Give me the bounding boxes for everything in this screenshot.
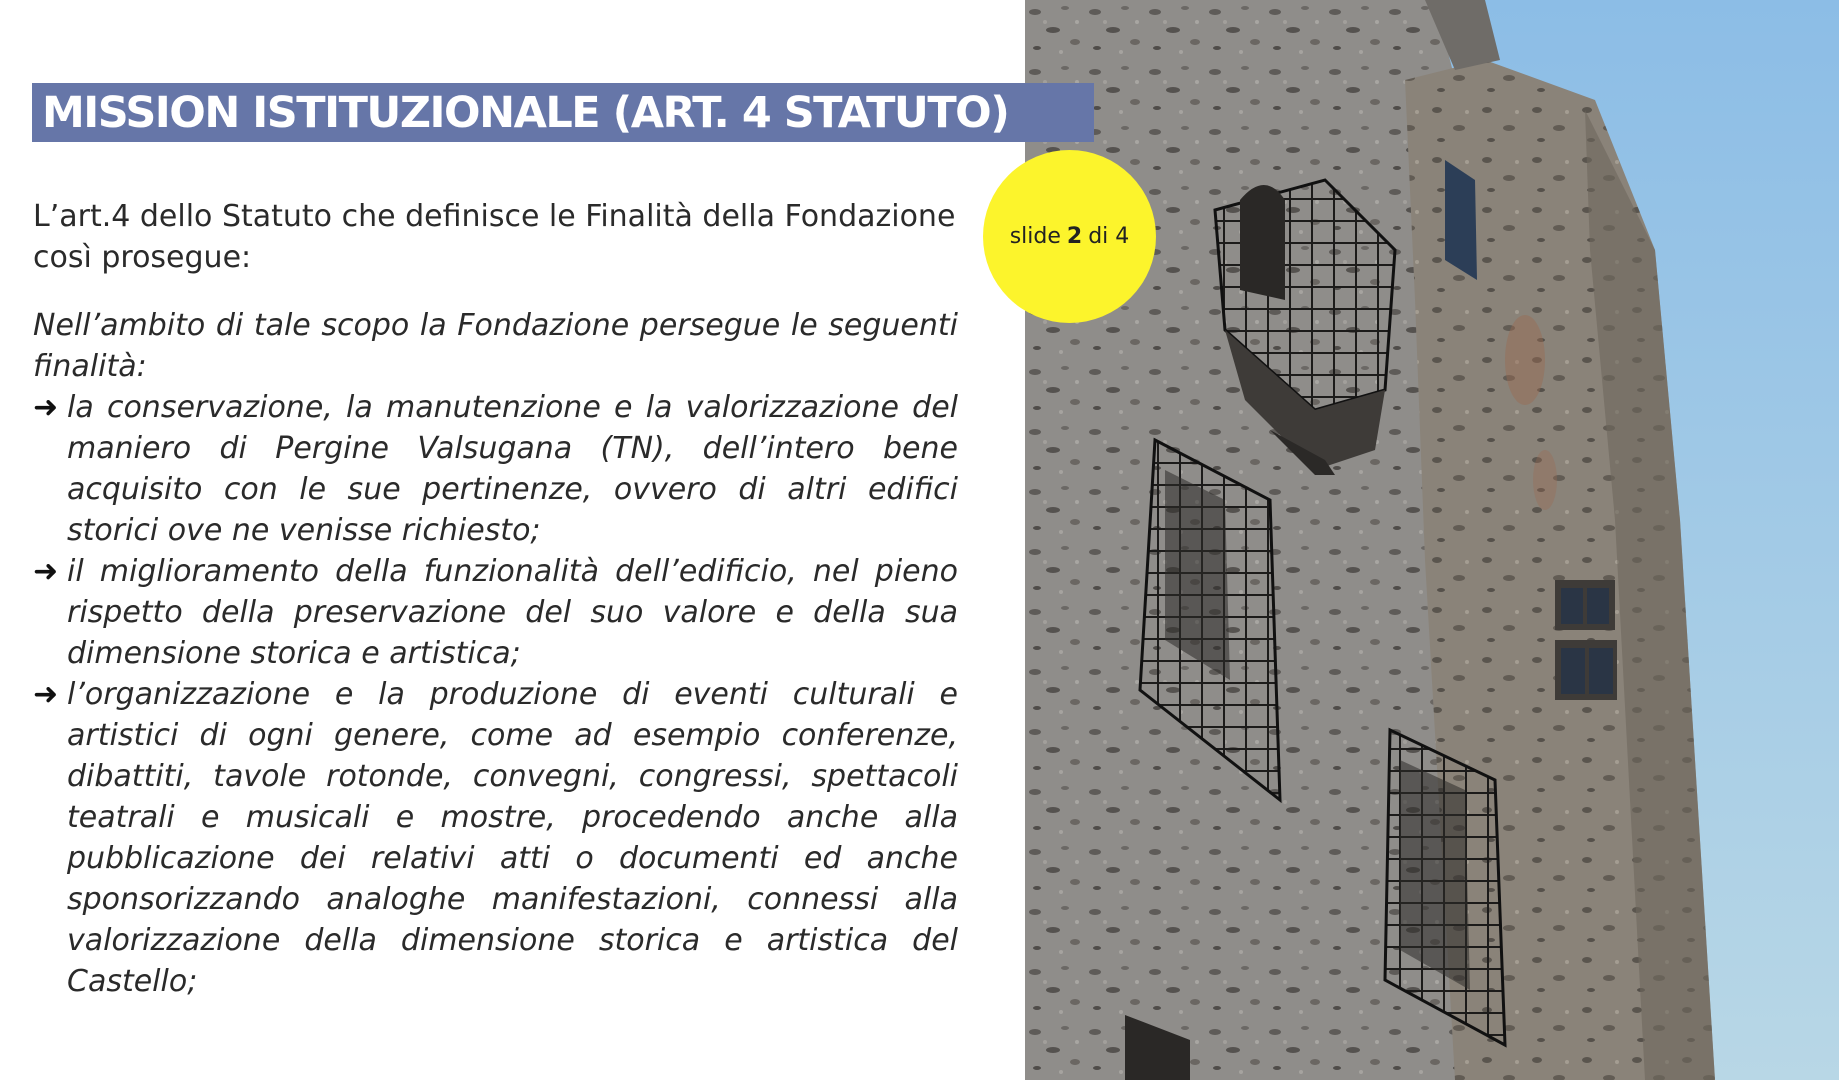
arrow-right-icon: ➜ — [33, 390, 59, 425]
list-item — [33, 551, 958, 674]
list-item — [33, 387, 958, 551]
lead-paragraph: Nell’ambito di tale scopo la Fondazione persegue le seguenti finalità: — [33, 308, 958, 384]
list-item — [33, 674, 958, 1002]
body-text — [33, 305, 958, 1002]
goals-list — [33, 387, 958, 1002]
badge-separator: di — [1088, 224, 1109, 249]
arrow-right-icon: ➜ — [33, 554, 59, 589]
castle-photo — [1025, 0, 1839, 1080]
page-title: MISSION ISTITUZIONALE (ART. 4 STATUTO) — [42, 88, 1009, 138]
arrow-right-icon: ➜ — [33, 677, 59, 712]
slide-counter-badge — [983, 150, 1156, 323]
badge-prefix: slide — [1009, 224, 1061, 249]
intro-paragraph: L’art.4 dello Statuto che definisce le Finalità della Fondazione così prosegue: — [33, 199, 956, 275]
badge-total: 4 — [1115, 224, 1130, 249]
list-item-text: il miglioramento della funzionalità dell’edificio, nel pieno rispetto della preservazione del suo valore e della sua dimensione storica e artistica; — [67, 554, 958, 671]
badge-current: 2 — [1066, 224, 1083, 249]
list-item-text: l’organizzazione e la produzione di eventi culturali e artistici di ogni genere, come ad esempio conferenze, dibattiti, tavole rotonde, convegni, congressi, spettacoli teatrali e musicali e mostre, procedendo anche alla pubblicazione dei relativi atti o documenti ed anche sponsorizzando analoghe manifestazioni, connessi alla valorizzazione della dimensione storica e artistica del Castello; — [67, 677, 958, 999]
castle-wall-image — [1025, 0, 1839, 1080]
list-item-text: la conservazione, la manutenzione e la valorizzazione del maniero di Pergine Valsugana (TN), dell’intero bene acquisito con le sue pertinenze, ovvero di altri edifici storici ove ne venisse richiesto; — [67, 390, 958, 548]
